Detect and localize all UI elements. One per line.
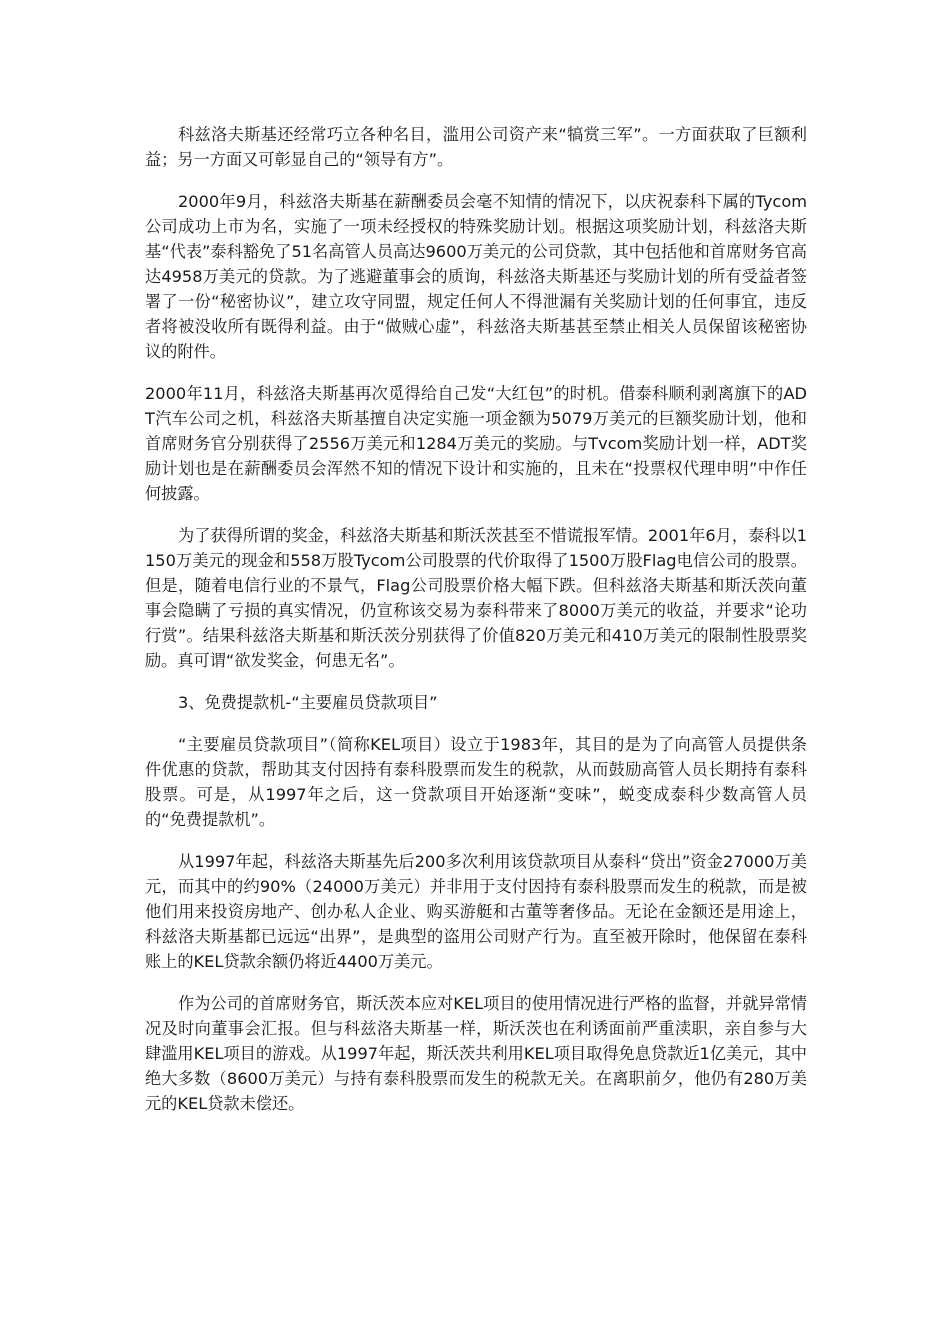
paragraph-7: 作为公司的首席财务官，斯沃茨本应对KEL项目的使用情况进行严格的监督，并就异常情况及时向董事会汇报。但与科兹洛夫斯基一样，斯沃茨也在利诱面前严重渎职，亲自参与大肆滥用KEL项目的游戏。从1997年起，斯沃茨共利用KEL项目取得免息贷款近1亿美元，其中绝大多数（8600万美元）与持有泰科股票而发生的税款无关。在离职前夕，他仍有280万美元的KEL贷款未偿还。 bbox=[145, 994, 807, 1113]
paragraph-3: 2000年11月，科兹洛夫斯基再次觅得给自己发“大红包”的时机。借泰科顺利剥离旗下的ADT汽车公司之机，科兹洛夫斯基擅自决定实施一项金额为5079万美元的巨额奖励计划，他和首席财务官分别获得了2556万美元和1284万美元的奖励。与Tvcom奖励计划一样，ADT奖励计划也是在薪酬委员会浑然不知的情况下设计和实施的，且未在“投票权代理申明”中作任何披露。 bbox=[145, 384, 807, 503]
section-heading: 3、免费提款机-“主要雇员贷款项目” bbox=[178, 693, 438, 712]
paragraph-6: 从1997年起，科兹洛夫斯基先后200多次利用该贷款项目从泰科“贷出”资金27000万美元，而其中的约90%（24000万美元）并非用于支付因持有泰科股票而发生的税款，而是被他们用来投资房地产、创办私人企业、购买游艇和古董等奢侈品。无论在金额还是用途上，科兹洛夫斯基都已远远“出界”，是典型的盗用公司财产行为。直至被开除时，他保留在泰科账上的KEL贷款余额仍将近4400万美元。 bbox=[145, 852, 807, 971]
document-page bbox=[145, 122, 807, 1133]
paragraph-2: 2000年9月，科兹洛夫斯基在薪酬委员会毫不知情的情况下，以庆祝泰科下属的Tycom公司成功上市为名，实施了一项未经授权的特殊奖励计划。根据这项奖励计划，科兹洛夫斯基“代表”泰科豁免了51名高管人员高达9600万美元的公司贷款，其中包括他和首席财务官高达4958万美元的贷款。为了逃避董事会的质询，科兹洛夫斯基还与奖励计划的所有受益者签署了一份“秘密协议”，建立攻守同盟，规定任何人不得泄漏有关奖励计划的任何事宜，违反者将被没收所有既得利益。由于“做贼心虚”，科兹洛夫斯基甚至禁止相关人员保留该秘密协议的附件。 bbox=[145, 192, 807, 361]
paragraph-5: “主要雇员贷款项目”（简称KEL项目）设立于1983年，其目的是为了向高管人员提供条件优惠的贷款，帮助其支付因持有泰科股票而发生的税款，从而鼓励高管人员长期持有泰科股票。可是，从1997年之后，这一贷款项目开始逐渐“变味”，蜕变成泰科少数高管人员的“免费提款机”。 bbox=[145, 735, 807, 829]
paragraph-1: 科兹洛夫斯基还经常巧立各种名目，滥用公司资产来“犒赏三军”。一方面获取了巨额利益；另一方面又可彰显自己的“领导有方”。 bbox=[145, 125, 807, 169]
paragraph-4: 为了获得所谓的奖金，科兹洛夫斯基和斯沃茨甚至不惜谎报军情。2001年6月，泰科以1150万美元的现金和558万股Tycom公司股票的代价取得了1500万股Flag电信公司的股票。但是，随着电信行业的不景气，Flag公司股票价格大幅下跌。但科兹洛夫斯基和斯沃茨向董事会隐瞒了亏损的真实情况，仍宣称该交易为泰科带来了8000万美元的收益，并要求“论功行赏”。结果科兹洛夫斯基和斯沃茨分别获得了价值820万美元和410万美元的限制性股票奖励。真可谓“欲发奖金，何患无名”。 bbox=[145, 526, 807, 670]
